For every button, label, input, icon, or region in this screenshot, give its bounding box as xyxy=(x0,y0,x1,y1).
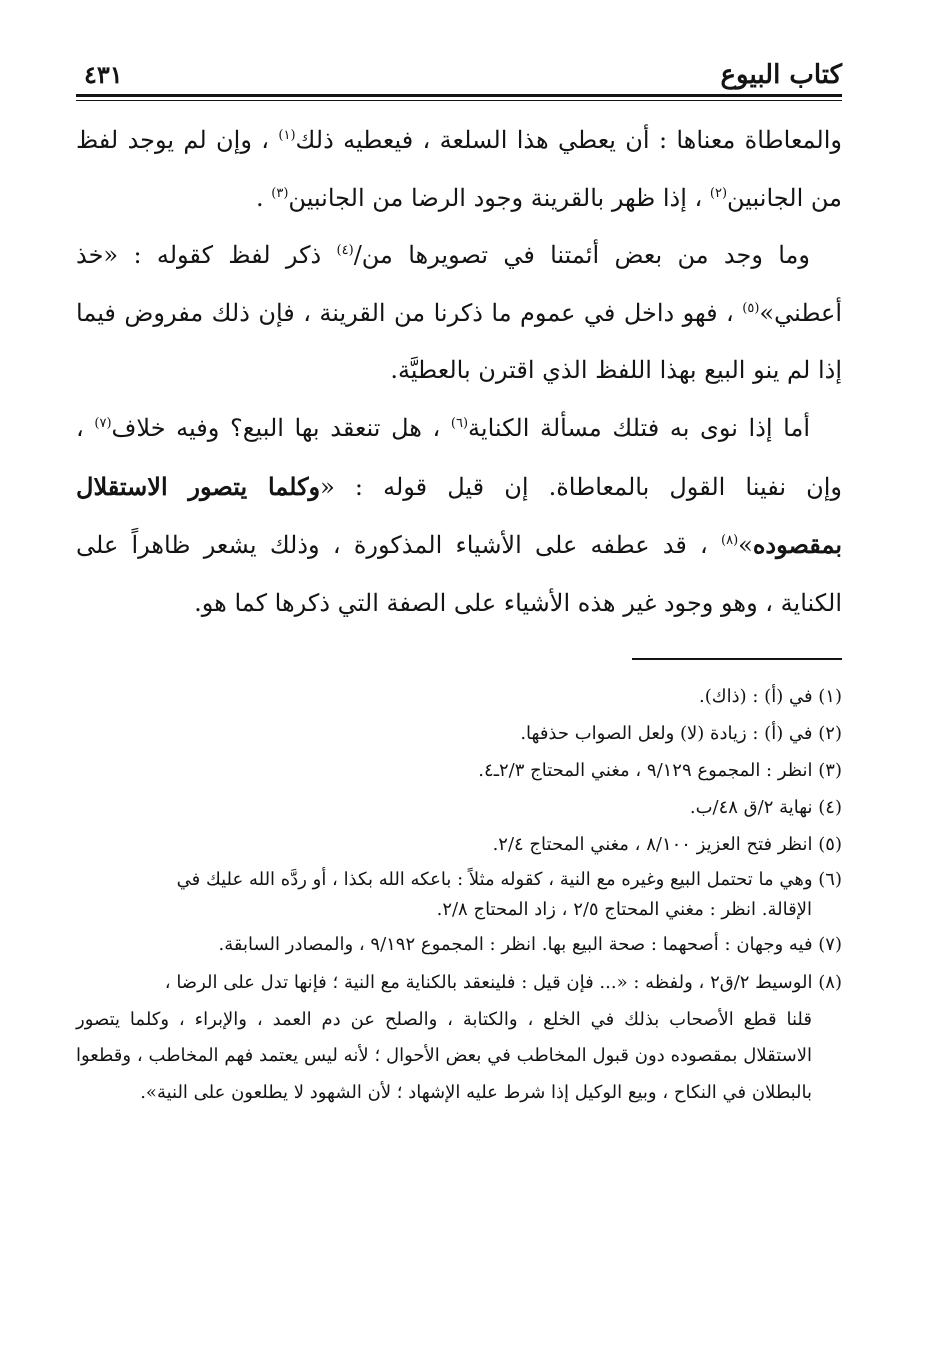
footnote-4: (٤) نهاية ٢/ق ٤٨/ب. xyxy=(689,797,842,818)
note-ref-1: (١) xyxy=(278,128,296,143)
paragraph-3-text-e: ، قد عطفه على الأشياء المذكورة ، وذلك يشعر ظاهراً على الكناية ، وهو وجود غير هذه الأشياء على الصفة التي ذكرها كما هو. xyxy=(76,531,842,617)
paragraph-3-text-c: ، وإن نفينا القول بالمعاطاة. إن قيل قوله : « xyxy=(76,413,843,501)
paragraph-1-text-a: والمعاطاة معناها : أن يعطي هذا السلعة ، فيعطيه ذلك xyxy=(295,126,842,154)
footnote-1: (١) في (أ) : (ذاك). xyxy=(699,686,842,707)
page-number: ٤٣١ xyxy=(84,60,123,89)
footnote-6 xyxy=(76,865,842,925)
paragraph-2-text-b: ذكر لفظ كقوله : «خذ أعطني» xyxy=(76,241,842,327)
paragraph-3-text-b: ، هل تنعقد بها البيع؟ وفيه خلاف xyxy=(111,413,451,442)
footnote-8-continuation: قلنا قطع الأصحاب بذلك في الخلع ، والكتابة ، والصلح عن دم العمد ، والإبراء ، وكلما يتصور الاستقلال بمقصوده دون قبول المخاطب في بعض الأحوال ؛ لأنه ليس يعتمد فهم المخاطب ، وقطعوا بالبطلان في النكاح ، وبيع الوكيل إذا شرط عليه الإشهاد ؛ لأن الشهود لا يطلعون على النية». xyxy=(76,1008,812,1103)
note-ref-6: (٦) xyxy=(450,415,469,431)
note-ref-8: (٨) xyxy=(721,533,739,549)
note-ref-5: (٥) xyxy=(742,300,760,316)
header-rule-thin xyxy=(76,100,842,101)
note-ref-3: (٣) xyxy=(271,185,289,201)
note-ref-2: (٢) xyxy=(709,185,728,201)
paragraph-2-text-c: ، فهو داخل في عموم ما ذكرنا من القرينة ، فإن ذلك مفروض فيما إذا لم ينو البيع بهذا اللفظ الذي اقترن بالعطيَّة. xyxy=(76,298,842,385)
paragraph-2 xyxy=(76,227,842,400)
footnotes xyxy=(76,680,842,1114)
paragraph-1-text-c: ، إذا ظهر بالقرينة وجود الرضا من الجانبين xyxy=(288,183,710,212)
page-header xyxy=(76,58,842,104)
footnote-7: (٧) فيه وجهان : أصحهما : صحة البيع بها. انظر : المجموع ٩/١٩٢ ، والمصادر السابقة. xyxy=(218,934,842,955)
paragraph-3 xyxy=(76,400,842,632)
paragraph-2-text-a: وما وجد من بعض أئمتنا في تصويرها من/ xyxy=(353,241,810,270)
footnote-6-line-1: (٦) وهي ما تحتمل البيع وغيره مع النية ، كقوله مثلاً : باعكه الله بكذا ، أو ردَّه الله عليك في xyxy=(176,869,842,890)
footnote-8 xyxy=(76,965,842,1111)
paragraph-1-text-b: ، وإن لم يوجد لفظ من الجانبين xyxy=(76,126,842,212)
header-rule xyxy=(76,94,842,97)
footnote-8-line-1: (٨) الوسيط ٢/ق٢ ، ولفظه : «... فإن قيل : فلينعقد بالكناية مع النية ؛ فإنها تدل على الرضا ، xyxy=(164,972,842,993)
note-ref-7: (٧) xyxy=(94,415,112,431)
footnote-separator xyxy=(632,658,842,660)
paragraph-3-text-a: أما إذا نوى به فتلك مسألة الكناية xyxy=(468,413,811,442)
quoted-matn: وكلما يتصور الاستقلال بمقصوده xyxy=(76,471,842,560)
note-ref-4: (٤) xyxy=(336,243,354,259)
footnote-6-line-2: الإقالة. انظر : مغني المحتاج ٢/٥ ، زاد المحتاج ٢/٨. xyxy=(436,899,812,920)
footnote-2: (٢) في (أ) : زيادة (لا) ولعل الصواب حذفها. xyxy=(520,723,842,744)
footnote-3: (٣) انظر : المجموع ٩/١٢٩ ، مغني المحتاج ٢/٣ـ٤. xyxy=(478,760,842,781)
paragraph-3-text-d: » xyxy=(738,531,753,560)
paragraph-1 xyxy=(76,112,842,227)
running-title: كتاب البيوع xyxy=(720,60,842,90)
main-text xyxy=(76,112,842,632)
paragraph-1-text-d: . xyxy=(256,183,272,212)
footnote-5: (٥) انظر فتح العزيز ٨/١٠٠ ، مغني المحتاج ٢/٤. xyxy=(492,834,842,855)
